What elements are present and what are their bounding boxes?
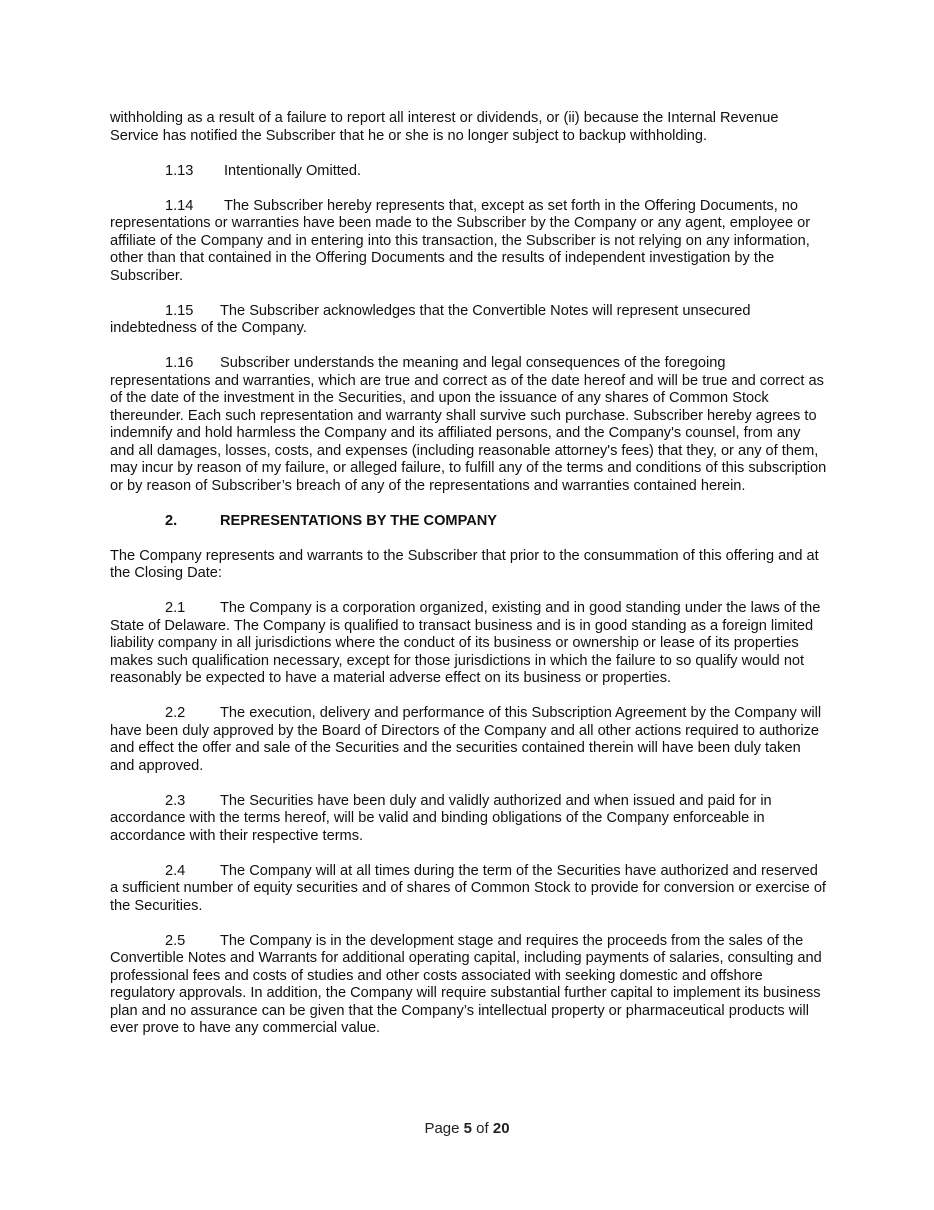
paragraph-number: 2.1 <box>165 600 186 616</box>
section-heading-2 <box>110 513 828 531</box>
page-number: 5 <box>463 1120 472 1137</box>
paragraph-text: Intentionally Omitted. <box>224 162 362 179</box>
paragraph-text: withholding as a result of a failure to report all interest or dividends, or (ii) because the Internal Revenue Service has notified the Subscriber that he or she is no longer subject to backup withholding. <box>110 110 779 144</box>
paragraph-2-5 <box>110 933 828 1038</box>
paragraph-number: 2.4 <box>165 862 186 879</box>
paragraph-number: 1.13 <box>165 162 194 179</box>
paragraph-1-15 <box>110 303 828 338</box>
paragraph-text: The Subscriber acknowledges that the Convertible Notes will represent unsecured indebtedness of the Company. <box>110 302 751 336</box>
section-number: 2. <box>165 512 178 529</box>
paragraph-1-13 <box>110 163 828 181</box>
paragraph-text: The Company will at all times during the term of the Securities have authorized and reserved a sufficient number of equity securities and of shares of Common Stock to provide for conversion or exercise of the Securities. <box>110 862 826 914</box>
document-body <box>110 110 828 1055</box>
paragraph-continuation <box>110 110 828 145</box>
paragraph-number: 2.5 <box>165 932 186 949</box>
page-footer <box>0 1120 934 1137</box>
paragraph-2-intro <box>110 548 828 583</box>
paragraph-number: 2.3 <box>165 792 186 809</box>
paragraph-number: 1.14 <box>165 197 194 214</box>
paragraph-number: 1.16 <box>165 355 194 371</box>
total-pages: 20 <box>492 1120 510 1137</box>
paragraph-text: The Securities have been duly and validly authorized and when issued and paid for in accordance with the terms hereof, will be valid and binding obligations of the Company enforceable in accordance with their respective terms. <box>110 792 772 844</box>
paragraph-2-2 <box>110 705 828 775</box>
paragraph-text: The Subscriber hereby represents that, except as set forth in the Offering Documents, no representations or warranties have been made to the Subscriber by the Company or any agent, employee or affiliate of the Company and in entering into this transaction, the Subscriber is not relying on any information, other than that contained in the Offering Documents and the results of independent investigation by the Subscriber. <box>110 197 811 284</box>
paragraph-number: 2.2 <box>165 705 186 721</box>
paragraph-text: The Company is in the development stage and requires the proceeds from the sales of the Convertible Notes and Warrants for additional operating capital, including payments of salaries, consulting and professional fees and costs of studies and other costs associated with seeking domestic and offshore regulatory approvals. In addition, the Company will require substantial further capital to implement its business plan and no assurance can be given that the Company’s intellectual property or pharmaceutical products will ever prove to have any commercial value. <box>110 932 822 1036</box>
paragraph-text: The execution, delivery and performance of this Subscription Agreement by the Company will have been duly approved by the Board of Directors of the Company and all other actions required to authorize and effect the offer and sale of the Securities and the securities contained therein will have been duly taken and approved. <box>110 705 822 774</box>
paragraph-number: 1.15 <box>165 302 194 319</box>
paragraph-text: The Company represents and warrants to the Subscriber that prior to the consummation of this offering and at the Closing Date: <box>110 547 819 581</box>
of-label: of <box>476 1120 489 1137</box>
paragraph-2-4 <box>110 863 828 916</box>
paragraph-text: The Company is a corporation organized, existing and in good standing under the laws of the State of Delaware. The Company is qualified to transact business and is in good standing as a foreign limited liability company in all jurisdictions where the conduct of its business or ownership or lease of its properties makes such qualification necessary, except for those jurisdictions in which the failure to so qualify would not reasonably be expected to have a material adverse effect on its business or properties. <box>110 600 821 686</box>
paragraph-2-3 <box>110 793 828 846</box>
section-title: REPRESENTATIONS BY THE COMPANY <box>220 512 498 529</box>
paragraph-1-16 <box>110 355 828 495</box>
page-label: Page <box>424 1120 460 1137</box>
paragraph-1-14 <box>110 198 828 286</box>
paragraph-2-1 <box>110 600 828 688</box>
paragraph-text: Subscriber understands the meaning and legal consequences of the foregoing representations and warranties, which are true and correct as of the date hereof and will be true and correct as of the date of the investment in the Securities, and upon the issuance of any shares of Common Stock thereunder. Each such representation and warranty shall survive such purchase. Subscriber hereby agrees to indemnify and hold harmless the Company and its affiliated persons, and the Company's counsel, from any and all damages, losses, costs, and expenses (including reasonable attorney's fees) that they, or any of them, may incur by reason of my failure, or alleged failure, to fulfill any of the terms and conditions of this subscription or by reason of Subscriber’s breach of any of the representations and warranties contained herein. <box>110 355 827 494</box>
